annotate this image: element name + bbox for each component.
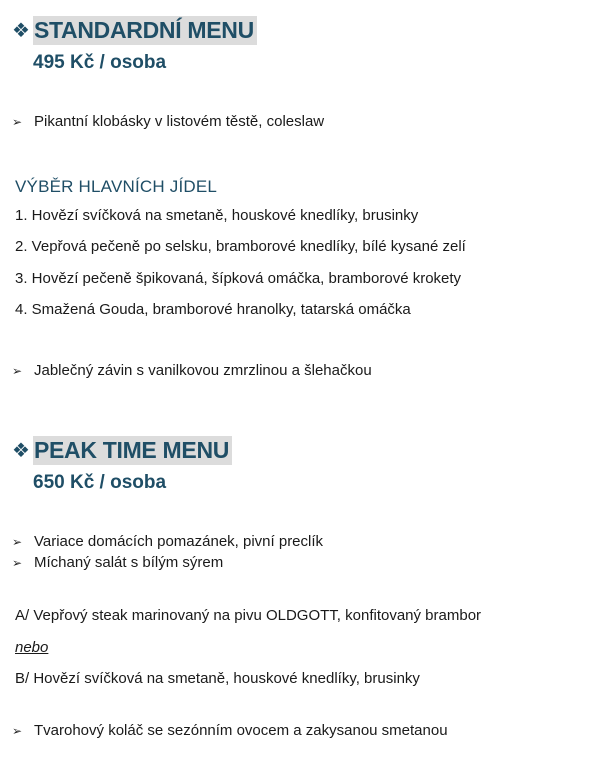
standard-starter-text: Pikantní klobásky v listovém těstě, coleslaw (34, 113, 325, 130)
arrow-bullet-icon: ➢ (12, 114, 23, 129)
standard-dessert-text: Jablečný závin s vanilkovou zmrzlinou a šlehačkou (34, 362, 372, 379)
main-dish-item: 4. Smažená Gouda, bramborové hranolky, tatarská omáčka (15, 301, 411, 318)
standard-menu-heading (12, 16, 257, 45)
standard-starter-item (12, 113, 324, 130)
peak-menu-heading (12, 436, 232, 465)
peak-dessert-item (12, 722, 448, 739)
main-dish-item: 3. Hovězí pečeně špikovaná, šípková omáčka, bramborové krokety (15, 270, 462, 287)
main-dish-item: 1. Hovězí svíčková na smetaně, houskové knedlíky, brusinky (15, 207, 419, 224)
peak-starter-text: Variace domácích pomazánek, pivní preclík (34, 533, 324, 550)
arrow-bullet-icon: ➢ (12, 363, 23, 378)
arrow-bullet-icon: ➢ (12, 555, 23, 570)
standard-menu-price: 495 Kč / osoba (33, 52, 167, 73)
arrow-bullet-icon: ➢ (12, 723, 23, 738)
peak-starter-text: Míchaný salát s bílým sýrem (34, 554, 224, 571)
peak-dessert-text: Tvarohový koláč se sezónním ovocem a zakysanou smetanou (34, 722, 448, 739)
arrow-bullet-icon: ➢ (12, 534, 23, 549)
standard-dessert-item (12, 362, 372, 379)
peak-starter-item (12, 533, 323, 550)
diamond-bullet-icon: ❖ (12, 19, 30, 42)
diamond-bullet-icon: ❖ (12, 439, 30, 462)
main-dish-item: 2. Vepřová pečeně po selsku, bramborové knedlíky, bílé kysané zelí (15, 238, 466, 255)
peak-menu-title: PEAK TIME MENU (33, 436, 232, 465)
peak-or-separator: nebo (15, 639, 49, 656)
peak-menu-price: 650 Kč / osoba (33, 472, 167, 493)
peak-main-a: A/ Vepřový steak marinovaný na pivu OLDGOTT, konfitovaný brambor (15, 607, 482, 624)
standard-menu-title: STANDARDNÍ MENU (33, 16, 257, 45)
mains-section-title: VÝBĚR HLAVNÍCH JÍDEL (15, 177, 218, 196)
peak-main-b: B/ Hovězí svíčková na smetaně, houskové knedlíky, brusinky (15, 670, 420, 687)
peak-starter-item (12, 554, 223, 571)
